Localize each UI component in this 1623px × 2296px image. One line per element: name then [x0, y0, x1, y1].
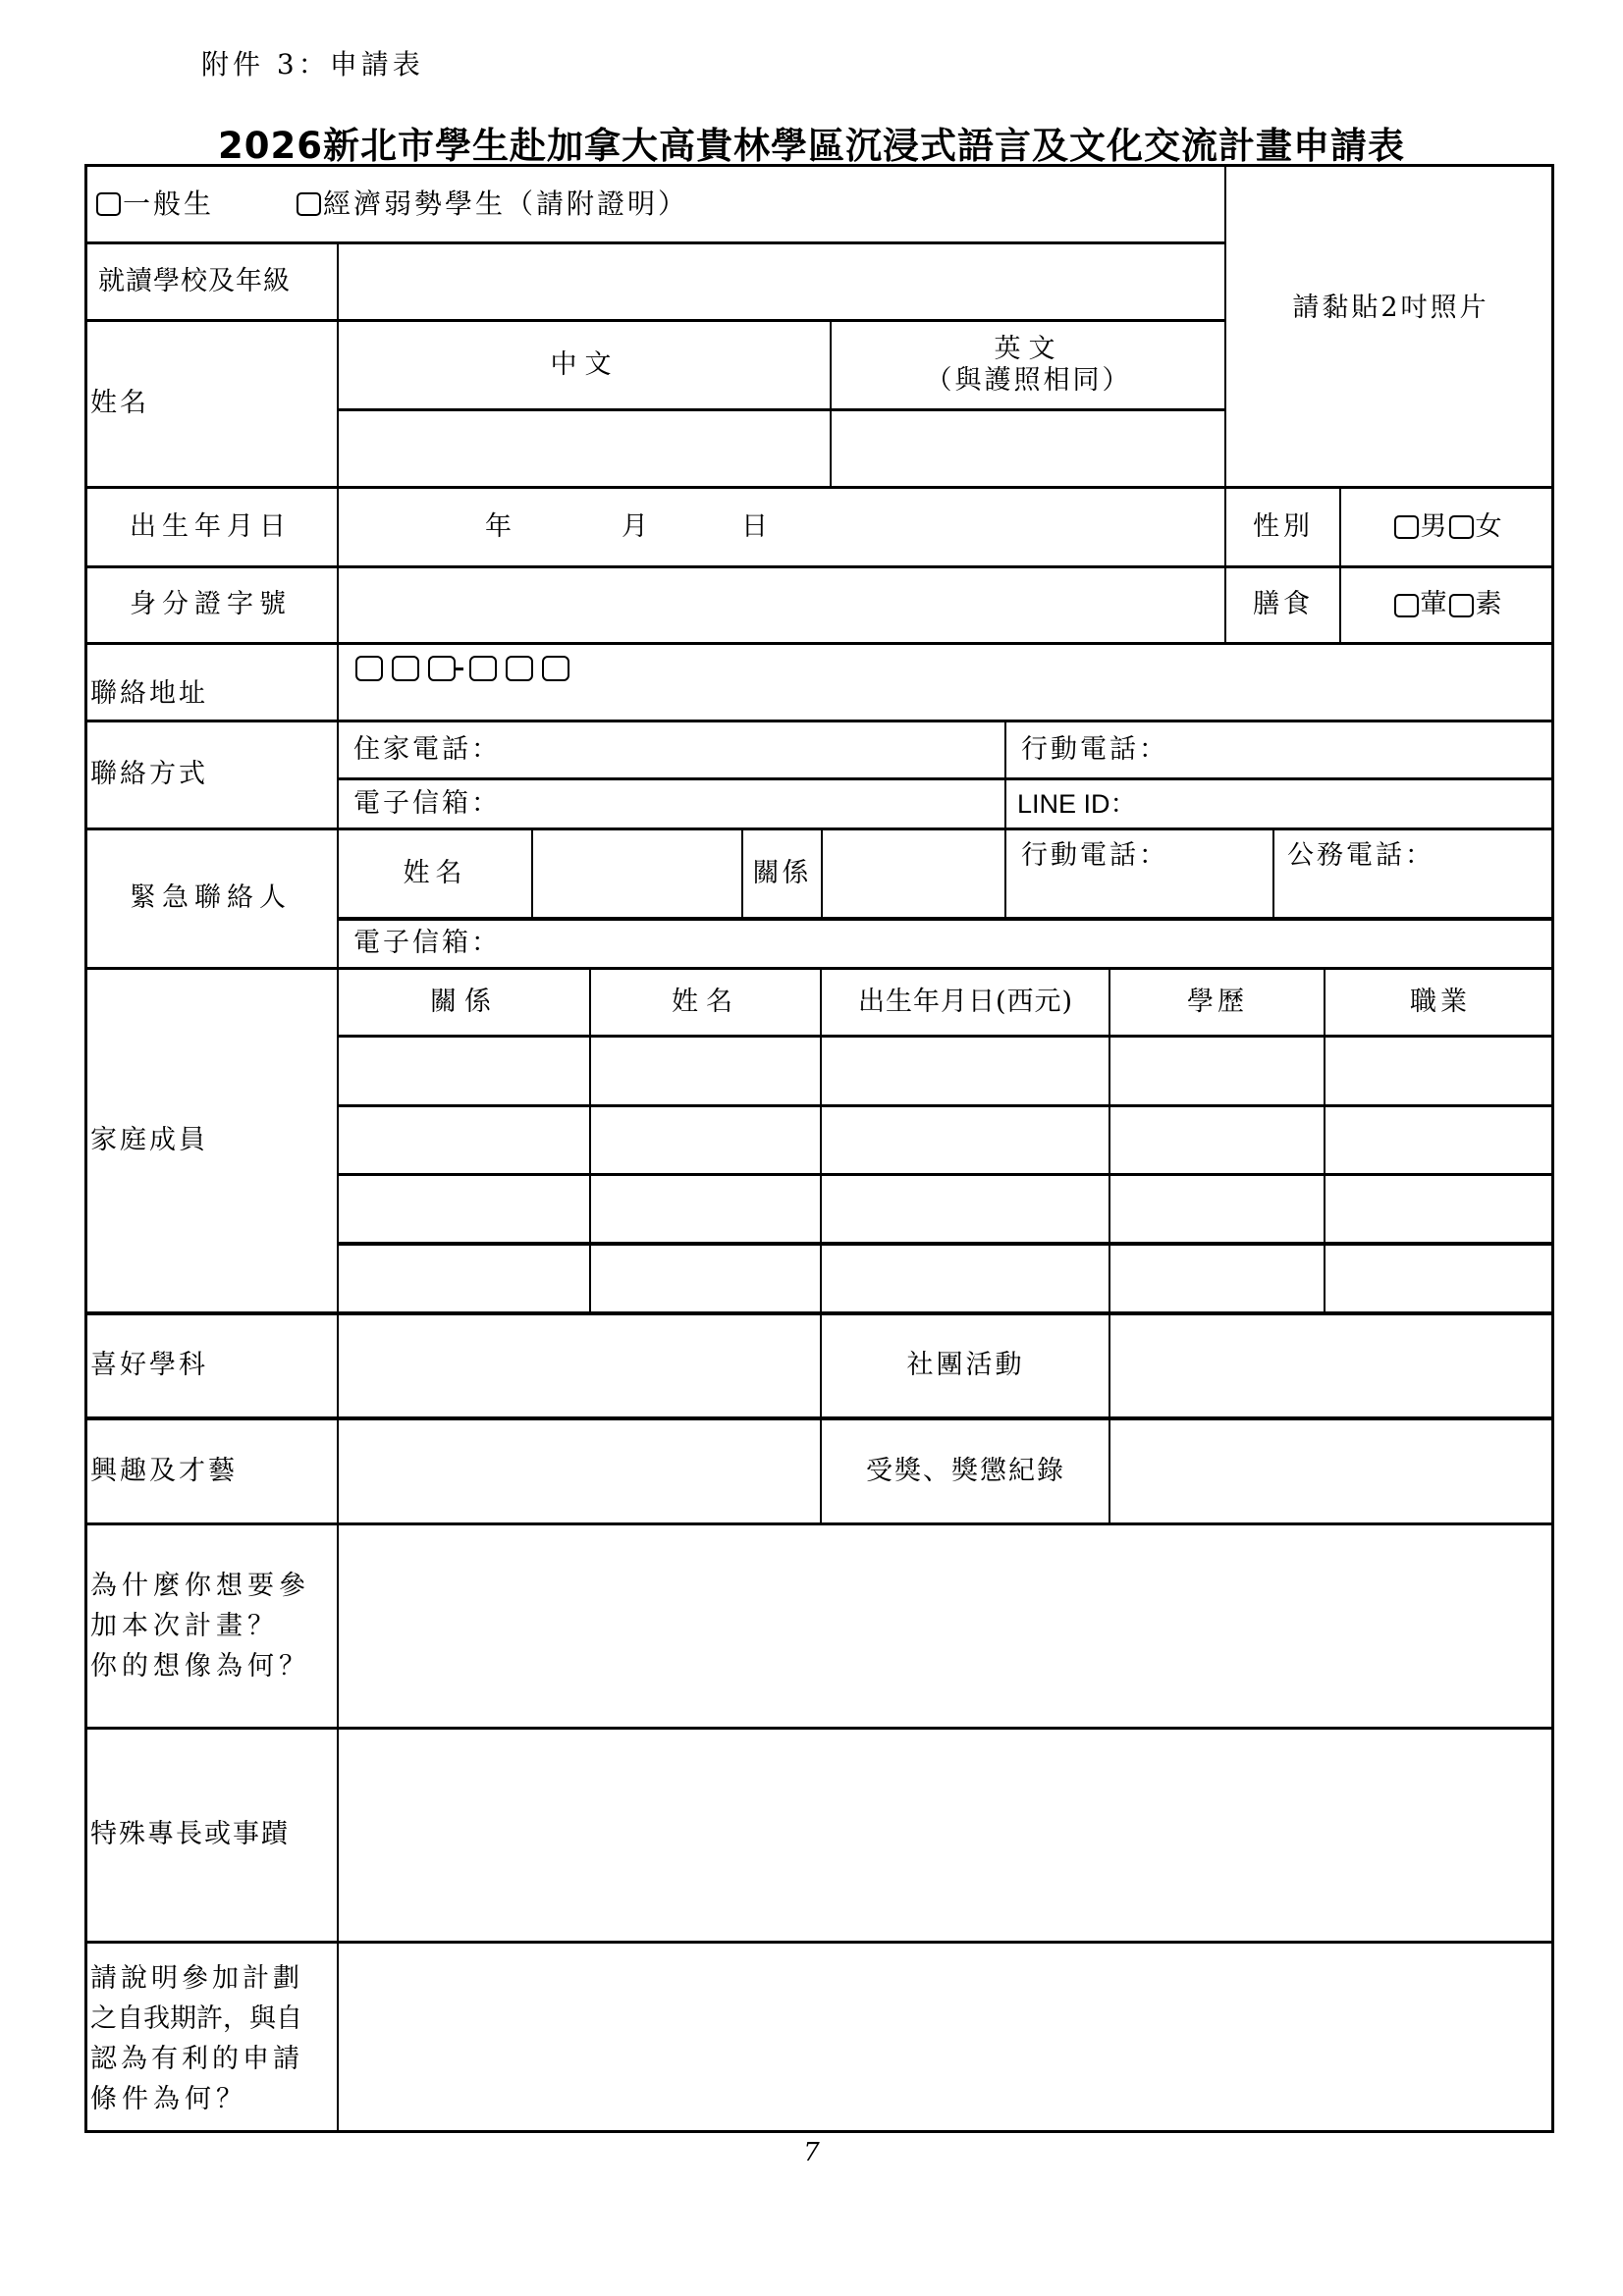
family-col-relation: 關係 [430, 986, 499, 1017]
special-skills-label: 特殊專長或事蹟 [90, 1819, 290, 1850]
name-label: 姓名 [90, 388, 149, 419]
family-birthdate-field[interactable] [823, 1107, 1109, 1173]
school-grade-label: 就讀學校及年級 [98, 265, 291, 296]
family-occupation-field[interactable] [1326, 1107, 1554, 1173]
postal-code-box[interactable] [506, 656, 533, 681]
family-relation-field[interactable] [340, 1245, 589, 1311]
self-expectation-field[interactable] [340, 1944, 1554, 2133]
postal-code-box[interactable] [428, 656, 456, 681]
col-divider [589, 967, 591, 1312]
special-skills-field[interactable] [340, 1730, 1554, 1941]
col-divider [1109, 967, 1110, 1523]
checkbox-icon[interactable] [297, 192, 321, 216]
birthdate-field[interactable] [340, 489, 1224, 565]
awards-label: 受獎、獎懲紀錄 [866, 1455, 1065, 1486]
emergency-relation-field[interactable] [824, 830, 1004, 917]
gender-male-checkbox[interactable] [1394, 515, 1419, 539]
home-phone-field[interactable]: 住家電話： [353, 733, 501, 765]
school-grade-field[interactable] [340, 244, 1223, 319]
postal-code-box[interactable] [392, 656, 419, 681]
emergency-relation-label: 關係 [752, 857, 812, 888]
id-number-label: 身分證字號 [130, 589, 292, 620]
col-divider [1004, 720, 1006, 918]
motivation-text: 為什麼你想要參 加本次計畫？ 你的想像為何？ [90, 1571, 310, 1682]
interests-label: 興趣及才藝 [90, 1455, 238, 1486]
email-field[interactable]: 電子信箱： [353, 787, 501, 819]
checkbox-icon[interactable] [96, 192, 121, 216]
family-birthdate-field[interactable] [823, 1176, 1109, 1242]
family-label: 家庭成員 [90, 1125, 208, 1156]
club-activities-field[interactable] [1111, 1315, 1554, 1416]
diet-meat-checkbox[interactable] [1394, 594, 1419, 617]
family-col-birthdate: 出生年月日(西元) [857, 986, 1074, 1017]
contact-label: 聯絡方式 [90, 759, 208, 790]
gender-label: 性別 [1253, 510, 1314, 542]
page-number: 7 [803, 2138, 820, 2167]
gender-female-checkbox[interactable] [1449, 515, 1474, 539]
chinese-name-field[interactable] [340, 411, 830, 486]
form-title: 2026新北市學生赴加拿大高貴林學區沉浸式語言及文化交流計畫申請表 [218, 125, 1405, 167]
line-id-field[interactable]: LINE ID： [1017, 788, 1137, 819]
family-occupation-field[interactable] [1326, 1245, 1554, 1311]
student-type-general[interactable]: 一般生 [96, 187, 214, 221]
address-label: 聯絡地址 [90, 677, 208, 709]
emergency-office-phone-field[interactable]: 公務電話： [1287, 840, 1434, 871]
photo-placeholder[interactable]: 請黏貼2吋照片 [1292, 292, 1489, 323]
favorite-subjects-label: 喜好學科 [90, 1350, 208, 1381]
motivation-field[interactable] [340, 1525, 1554, 1727]
english-name-field[interactable] [833, 411, 1224, 486]
col-divider [1324, 967, 1325, 1312]
postal-code-box[interactable] [542, 656, 569, 681]
self-expectation-label [84, 1944, 337, 2133]
emergency-email-field[interactable]: 電子信箱： [353, 928, 501, 959]
family-education-field[interactable] [1111, 1107, 1324, 1173]
family-col-name: 姓名 [672, 986, 740, 1017]
family-relation-field[interactable] [340, 1038, 589, 1104]
family-relation-field[interactable] [340, 1176, 589, 1242]
club-activities-label: 社團活動 [906, 1350, 1025, 1381]
col-divider [1224, 164, 1226, 643]
family-col-occupation: 職業 [1410, 986, 1471, 1017]
day-label: 日 [741, 510, 771, 542]
family-birthdate-field[interactable] [823, 1038, 1109, 1104]
gender-options: 男 女 [1341, 489, 1554, 565]
emergency-name-label: 姓名 [403, 857, 468, 888]
col-divider [337, 241, 339, 2133]
diet-vegetarian-checkbox[interactable] [1449, 594, 1474, 617]
postal-code-box[interactable] [355, 656, 383, 681]
family-name-field[interactable] [592, 1176, 820, 1242]
family-education-field[interactable] [1111, 1176, 1324, 1242]
family-education-field[interactable] [1111, 1245, 1324, 1311]
family-occupation-field[interactable] [1326, 1038, 1554, 1104]
english-name-header: 英文 （與護照相同） [925, 333, 1132, 396]
postal-code-dash [456, 667, 463, 670]
student-type-row [90, 167, 1219, 241]
emergency-mobile-field[interactable]: 行動電話： [1021, 840, 1168, 871]
diet-label: 膳食 [1253, 589, 1314, 620]
family-name-field[interactable] [592, 1038, 820, 1104]
col-divider [531, 828, 533, 918]
chinese-name-header: 中文 [550, 348, 620, 380]
interests-field[interactable] [340, 1420, 820, 1522]
diet-options: 葷 素 [1341, 568, 1554, 642]
emergency-name-field[interactable] [534, 830, 741, 917]
family-col-education: 學歷 [1187, 986, 1248, 1017]
family-education-field[interactable] [1111, 1038, 1324, 1104]
id-number-field[interactable] [340, 568, 1224, 642]
student-type-disadvantaged[interactable]: 經濟弱勢學生（請附證明） [297, 187, 688, 221]
col-divider [830, 319, 832, 486]
motivation-label [84, 1525, 337, 1727]
col-divider [1272, 828, 1274, 918]
favorite-subjects-field[interactable] [340, 1315, 820, 1416]
postal-code-box[interactable] [469, 656, 497, 681]
col-divider [821, 828, 823, 918]
mobile-phone-field[interactable]: 行動電話： [1021, 733, 1168, 765]
family-relation-field[interactable] [340, 1107, 589, 1173]
family-name-field[interactable] [592, 1107, 820, 1173]
self-expectation-text: 請說明參加計劃 之自我期許，與自 認為有利的申請 條件為何？ [90, 1962, 303, 2114]
birthdate-label: 出生年月日 [130, 510, 292, 542]
family-birthdate-field[interactable] [823, 1245, 1109, 1311]
family-name-field[interactable] [592, 1245, 820, 1311]
family-occupation-field[interactable] [1326, 1176, 1554, 1242]
year-label: 年 [485, 510, 514, 542]
awards-field[interactable] [1111, 1420, 1554, 1522]
month-label: 月 [622, 510, 651, 542]
address-field[interactable] [340, 645, 1554, 720]
attachment-label: 附件 3：申請表 [201, 48, 424, 80]
emergency-contact-label: 緊急聯絡人 [130, 882, 292, 914]
col-divider [820, 967, 822, 1523]
